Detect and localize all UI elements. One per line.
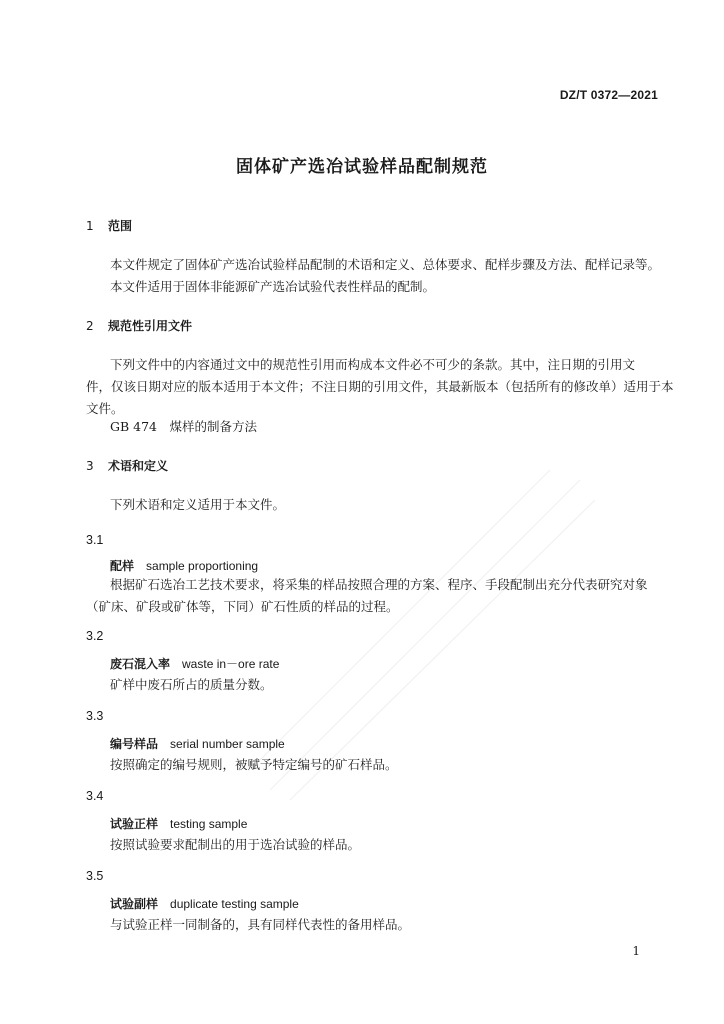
section-1-number: 1 xyxy=(86,219,94,233)
term-3-3-zh: 编号样品 xyxy=(110,737,159,751)
section-2-number: 2 xyxy=(86,319,94,333)
term-3-2-def: 矿样中废石所占的质量分数。 xyxy=(110,677,273,692)
term-3-5-en: duplicate testing sample xyxy=(170,897,299,911)
page-number: 1 xyxy=(632,944,640,958)
term-3-1-def-line-1: 根据矿石选冶工艺技术要求，将采集的样品按照合理的方案、程序、手段配制出充分代表研究对象 xyxy=(110,577,648,592)
term-3-4-def: 按照试验要求配制出的用于选冶试验的样品。 xyxy=(110,837,361,852)
term-3-4-heading xyxy=(110,814,247,834)
term-3-3-heading xyxy=(110,734,285,754)
section-2-para-line-2: 件，仅该日期对应的版本适用于本文件；不注日期的引用文件，其最新版本（包括所有的修改单）适用于本 xyxy=(86,379,674,394)
term-3-2-heading xyxy=(110,654,279,674)
section-3-heading xyxy=(86,456,168,476)
document-title: 固体矿产选冶试验样品配制规范 xyxy=(236,157,488,177)
normative-reference: GB 474 煤样的制备方法 xyxy=(110,419,258,434)
term-3-1-number: 3.1 xyxy=(86,533,104,547)
term-3-4-en: testing sample xyxy=(170,817,248,831)
section-2-para-line-1: 下列文件中的内容通过文中的规范性引用而构成本文件必不可少的条款。其中，注日期的引用文 xyxy=(110,357,636,372)
section-1-para-1: 本文件规定了固体矿产选冶试验样品配制的术语和定义、总体要求、配样步骤及方法、配样记录等。 xyxy=(110,257,661,272)
section-3-title: 术语和定义 xyxy=(108,459,169,473)
term-3-2-en: waste in－ore rate xyxy=(182,657,280,671)
standard-code: DZ/T 0372—2021 xyxy=(559,88,658,102)
term-3-3-def: 按照确定的编号规则，被赋予特定编号的矿石样品。 xyxy=(110,757,398,772)
term-3-1-def-line-2: （矿床、矿段或矿体等，下同）矿石性质的样品的过程。 xyxy=(86,599,399,614)
term-3-1-heading xyxy=(110,556,258,576)
section-1-heading xyxy=(86,216,132,236)
section-1-para-2: 本文件适用于固体非能源矿产选冶试验代表性样品的配制。 xyxy=(110,279,436,294)
term-3-1-en: sample proportioning xyxy=(146,559,259,573)
term-3-3-en: serial number sample xyxy=(170,737,285,751)
term-3-2-number: 3.2 xyxy=(86,629,104,643)
section-1-title: 范围 xyxy=(108,219,133,233)
term-3-3-number: 3.3 xyxy=(86,709,104,723)
term-3-2-zh: 废石混入率 xyxy=(110,657,171,671)
term-3-5-def: 与试验正样一同制备的，具有同样代表性的备用样品。 xyxy=(110,917,411,932)
term-3-4-number: 3.4 xyxy=(86,789,104,803)
term-3-5-heading xyxy=(110,894,299,914)
term-3-1-zh: 配样 xyxy=(110,559,135,573)
section-2-title: 规范性引用文件 xyxy=(108,319,193,333)
term-3-4-zh: 试验正样 xyxy=(110,817,159,831)
section-2-para-line-3: 文件。 xyxy=(86,401,124,416)
section-3-number: 3 xyxy=(86,459,94,473)
term-3-5-zh: 试验副样 xyxy=(110,897,159,911)
section-2-heading xyxy=(86,316,192,336)
section-3-para-1: 下列术语和定义适用于本文件。 xyxy=(110,497,286,512)
term-3-5-number: 3.5 xyxy=(86,869,104,883)
